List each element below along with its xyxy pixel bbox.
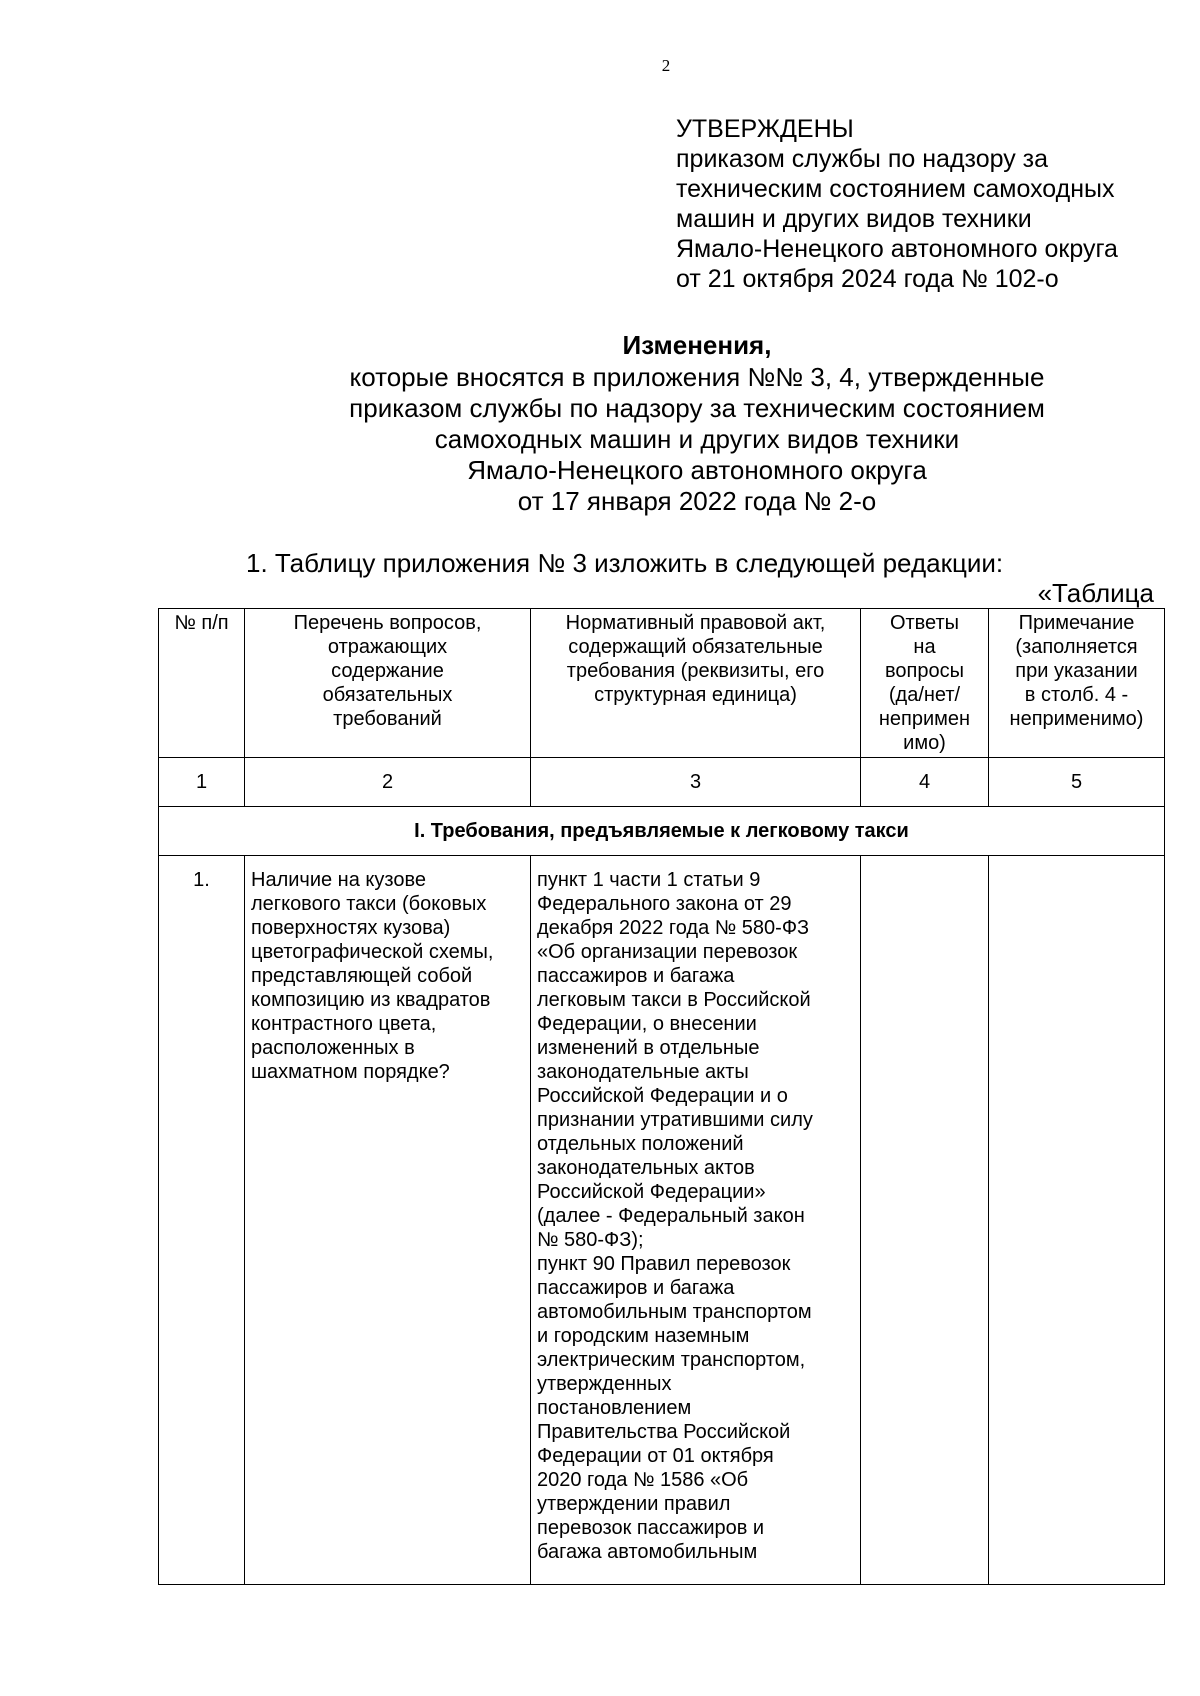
column-number-row: [159, 758, 1165, 807]
subtitle-line: Ямало-Ненецкого автономного округа: [467, 455, 927, 485]
approval-line: машин и других видов техники: [676, 205, 1032, 233]
row-number: 1.: [159, 856, 245, 1585]
approval-line: от 21 октября 2024 года № 102-о: [676, 265, 1059, 293]
subtitle-line: которые вносятся в приложения №№ 3, 4, утвержденные: [349, 362, 1045, 392]
header-cell-answers: Ответы на вопросы (да/нет/ непримен имо): [861, 609, 989, 758]
header-cell-num: № п/п: [159, 609, 245, 758]
subtitle-line: самоходных машин и других видов техники: [434, 424, 960, 454]
table-header-row: [159, 609, 1165, 758]
approval-line: УТВЕРЖДЕНЫ: [676, 115, 854, 143]
column-number: 3: [531, 758, 861, 807]
changes-title: Изменения,: [622, 330, 772, 360]
subtitle-line: приказом службы по надзору за техническим состоянием: [349, 393, 1045, 423]
header-cell-questions: Перечень вопросов, отражающих содержание обязательных требований: [245, 609, 531, 758]
row-note: [989, 856, 1165, 1585]
table-mark: «Таблица: [1037, 578, 1154, 608]
column-number: 4: [861, 758, 989, 807]
row-question: Наличие на кузове легкового такси (боковых поверхностях кузова) цветографической схемы, представляющей собой композицию из квадратов контрастного цвета, расположенных в шахматном порядке?: [245, 856, 531, 1585]
column-number: 5: [989, 758, 1165, 807]
column-number: 2: [245, 758, 531, 807]
approval-line: Ямало-Ненецкого автономного округа: [676, 235, 1118, 263]
subtitle-line: от 17 января 2022 года № 2-о: [517, 486, 877, 516]
table-row: [159, 856, 1165, 1585]
section-title: I. Требования, предъявляемые к легковому такси: [159, 807, 1165, 856]
row-legal-act: пункт 1 части 1 статьи 9 Федерального закона от 29 декабря 2022 года № 580-ФЗ «Об организации перевозок пассажиров и багажа легковым такси в Российской Федерации, о внесении изменений в отдельные законодательные акты Российской Федерации и о признании утратившими силу отдельных положений законодательных актов Российской Федерации» (далее - Федеральный закон № 580-ФЗ); пункт 90 Правил перевозок пассажиров и багажа автомобильным транспортом и городским наземным электрическим транспортом, утвержденных постановлением Правительства Российской Федерации от 01 октября 2020 года № 1586 «Об утверждении правил перевозок пассажиров и багажа автомобильным: [531, 856, 861, 1585]
approval-block: [676, 114, 1118, 294]
page-number: 2: [661, 56, 671, 75]
header-cell-note: Примечание (заполняется при указании в столб. 4 - неприменимо): [989, 609, 1165, 758]
approval-line: техническим состоянием самоходных: [676, 175, 1115, 203]
row-answer: [861, 856, 989, 1585]
column-number: 1: [159, 758, 245, 807]
section-row: [159, 807, 1165, 856]
changes-subtitle: [0, 362, 1200, 517]
header-cell-act: Нормативный правовой акт, содержащий обязательные требования (реквизиты, его структурная единица): [531, 609, 861, 758]
requirements-table: [158, 608, 1165, 1585]
approval-line: приказом службы по надзору за: [676, 145, 1049, 173]
instruction-text: 1. Таблицу приложения № 3 изложить в следующей редакции:: [246, 548, 1004, 578]
